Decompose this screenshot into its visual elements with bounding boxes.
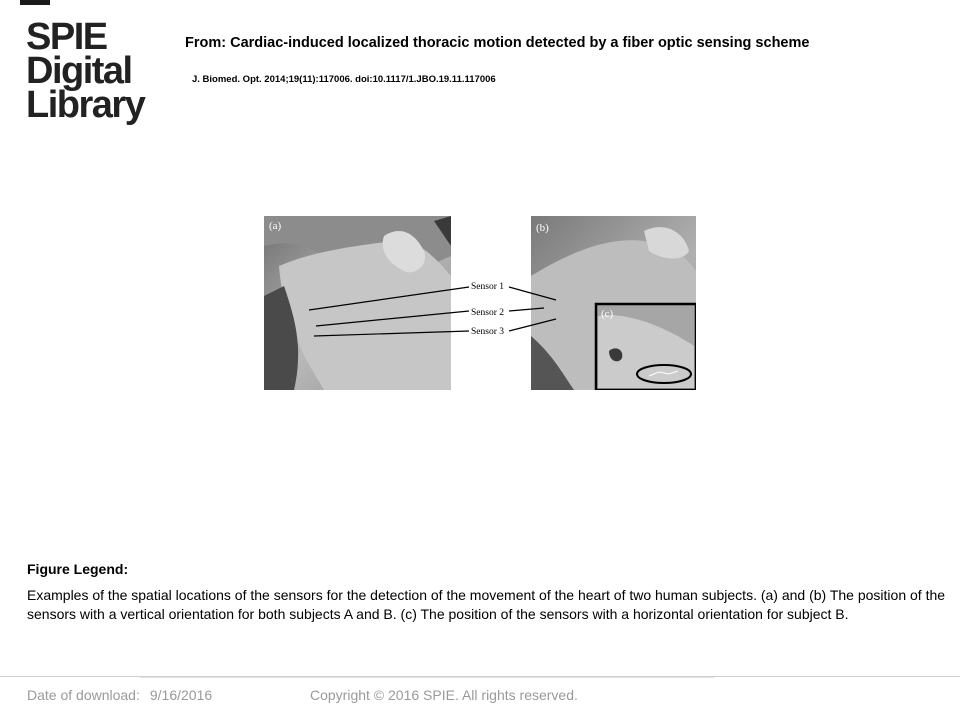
sensor-label-1: Sensor 1 [471,282,504,292]
panel-c-label: (c) [601,308,614,320]
footer-divider-shadow [140,677,715,678]
figure-legend-heading: Figure Legend: [27,561,129,577]
sensor-label-3: Sensor 3 [471,327,504,337]
logo-line-2: Digital [26,50,132,92]
download-date-value: 9/16/2016 [149,687,213,703]
sensor-label-2: Sensor 2 [471,308,504,318]
copyright-notice: Copyright © 2016 SPIE. All rights reserved. [310,687,578,703]
inset-panel-c [596,304,696,390]
figure-legend-text: Examples of the spatial locations of the sensors for the detection of the movement of the heart of two human subjects. (a) and (b) The position of the sensors with a vertical orientation for both subjects A and B. (c) The position of the sensors with a horizontal orientation for subject B. [27,587,946,622]
figure-image [264,216,696,390]
corner-mark [20,0,50,5]
logo-line-1: SPIE [26,16,107,58]
article-title: From: Cardiac-induced localized thoracic motion detected by a fiber optic sensing scheme [185,35,810,51]
download-date-label: Date of download: [27,687,140,703]
article-citation: J. Biomed. Opt. 2014;19(11):117006. doi:10.1117/1.JBO.19.11.117006 [192,74,496,85]
spie-digital-library-logo [26,16,145,126]
logo-line-3: Library [26,84,145,126]
panel-a-label: (a) [269,220,282,232]
download-date [27,687,212,703]
panel-b-label: (b) [536,222,549,234]
